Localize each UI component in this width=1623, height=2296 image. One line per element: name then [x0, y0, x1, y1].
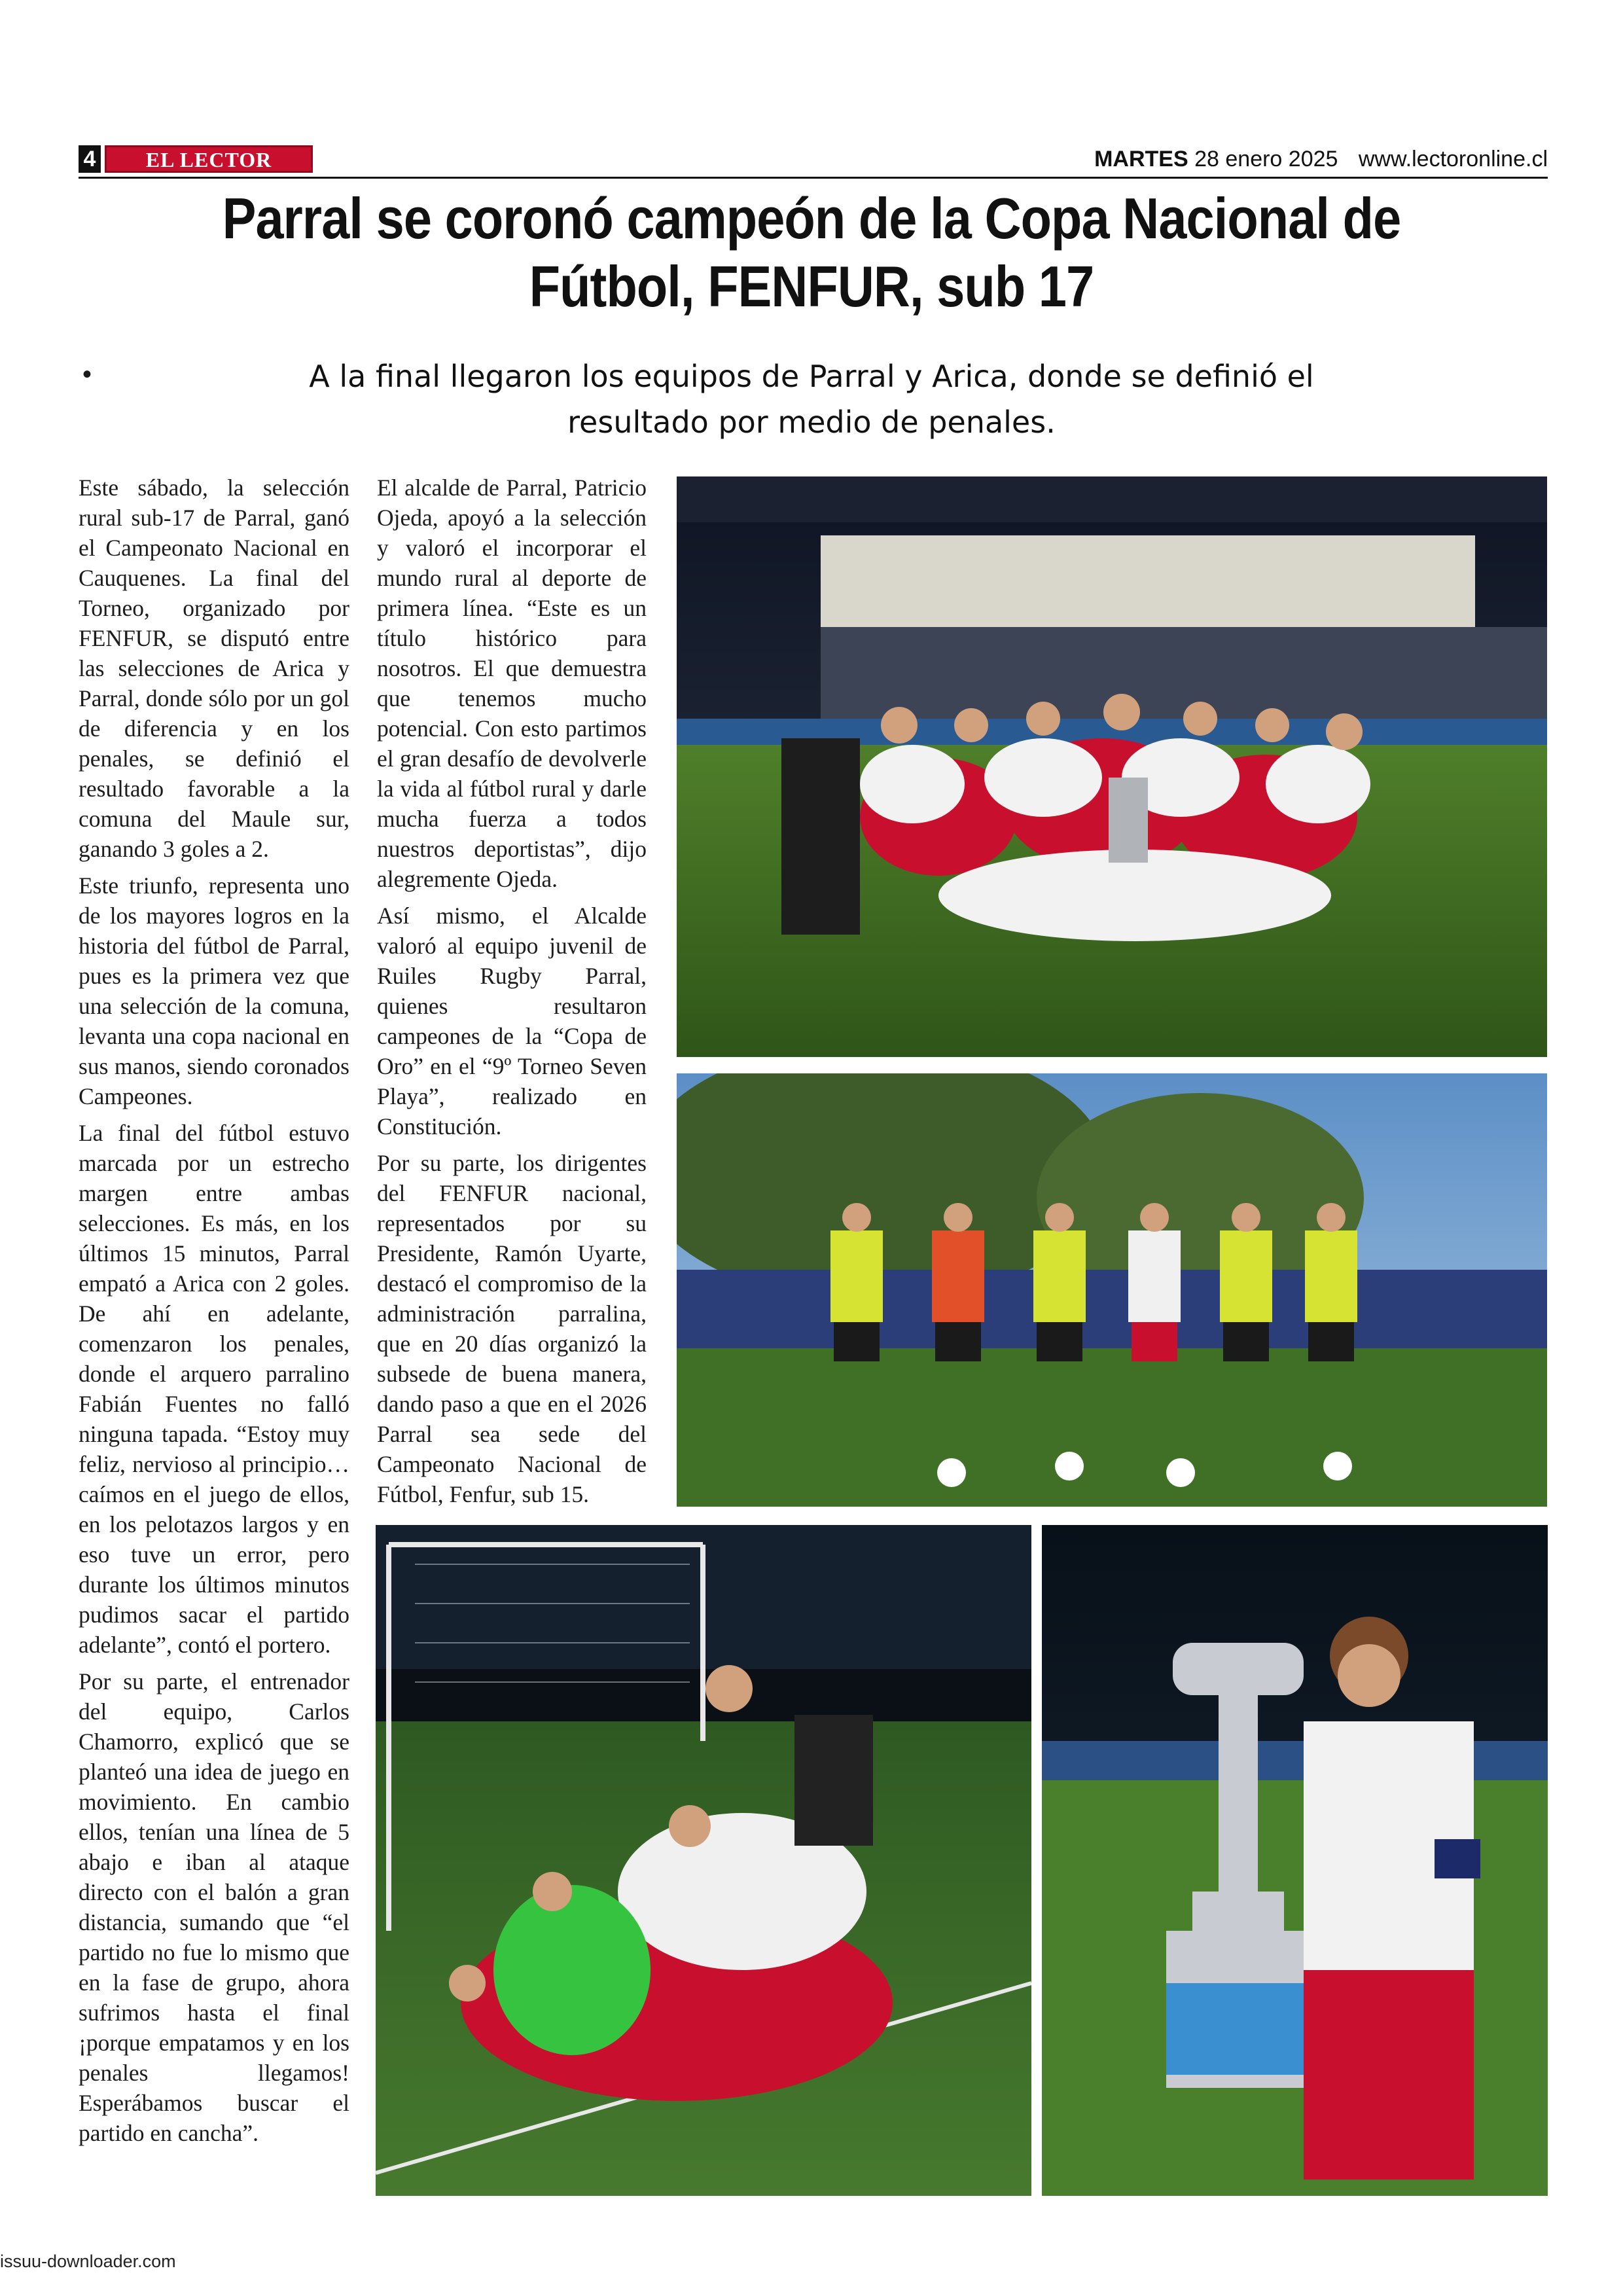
trophy-kiss-photo	[1042, 1525, 1548, 2196]
team-celebration-photo	[677, 476, 1547, 1057]
article-subhead: A la final llegaron los equipos de Parral y Arica, donde se definió el resultado por medio de penales.	[309, 359, 1314, 440]
page-header	[79, 145, 1548, 175]
paragraph: Este sábado, la selección rural sub-17 de Parral, ganó el Campeonato Nacional en Cauquenes. La final del Torneo, organizado por FENFUR, se disputó entre las selecciones de Arica y Parral, donde sólo por un gol de diferencia y en los penales, se definió el resultado favorable a la comuna del Maule sur, ganando 3 goles a 2.	[79, 475, 349, 862]
newspaper-logo: EL LECTOR	[105, 145, 313, 173]
article-column-1	[79, 473, 349, 2155]
players-pile-photo	[376, 1525, 1031, 2196]
dateline-day: MARTES	[1094, 147, 1188, 171]
article-column-2	[377, 473, 647, 1516]
article-headline: Parral se coronó campeón de la Copa Nacional de Fútbol, FENFUR, sub 17	[222, 186, 1401, 319]
paragraph: Por su parte, el entrenador del equipo, Carlos Chamorro, explicó que se planteó una idea de juego en movimiento. En cambio ellos, tenían una línea de 5 abajo e iban al ataque directo con el balón a gran distancia, sumando que “el partido no fue lo mismo que en la fase de grupo, ahora sufrimos hasta el final ¡porque empatamos y en los penales llegamos! Esperábamos buscar el partido en cancha”.	[79, 1668, 349, 2146]
paragraph: Por su parte, los dirigentes del FENFUR nacional, representados por su Presidente, Ramón Uyarte, destacó el compromiso de la administración parralina, que en 20 días organizó la subsede de buena manera, dando paso a que en el 2026 Parral sea sede del Campeonato Nacional de Fútbol, Fenfur, sub 15.	[377, 1150, 647, 1507]
website-link[interactable]: www.lectoronline.cl	[1358, 147, 1548, 171]
paragraph: La final del fútbol estuvo marcada por un estrecho margen entre ambas selecciones. Es más, en los últimos 15 minutos, Parral empató a Arica con 2 goles. De ahí en adelante, comenzaron los penales, donde el arquero parralino Fabián Fuentes no falló ninguna tapada. “Estoy muy feliz, nervioso al principio… caímos en el juego de ellos, en los pelotazos largos y en eso tuve un error, pero durante los últimos minutos pudimos sacar el partido adelante”, contó el portero.	[79, 1120, 349, 1658]
subhead-bullet: •	[82, 360, 92, 389]
header-divider	[79, 177, 1548, 179]
paragraph: Este triunfo, representa uno de los mayores logros en la historia del fútbol de Parral, pues es la primera vez que una selección de la comuna, levanta una copa nacional en sus manos, siendo coronados Campeones.	[79, 872, 349, 1109]
dateline-date: 28 enero 2025	[1194, 147, 1338, 171]
page-number: 4	[79, 145, 101, 173]
captains-referees-photo	[677, 1073, 1547, 1507]
paragraph: Así mismo, el Alcalde valoró al equipo juvenil de Ruiles Rugby Parral, quienes resultaron campeones de la “Copa de Oro” en el “9º Torneo Seven Playa”, realizado en Constitución.	[377, 903, 647, 1139]
paragraph: El alcalde de Parral, Patricio Ojeda, apoyó a la selección y valoró el incorporar el mundo rural al deporte de primera línea. “Este es un título histórico para nosotros. El que demuestra que tenemos mucho potencial. Con esto partimos el gran desafío de devolverle la vida al fútbol rural y darle mucha fuerza a todos nuestros deportistas”, dijo alegremente Ojeda.	[377, 475, 647, 892]
source-watermark: issuu-downloader.com	[0, 2251, 176, 2271]
dateline	[1094, 147, 1548, 172]
